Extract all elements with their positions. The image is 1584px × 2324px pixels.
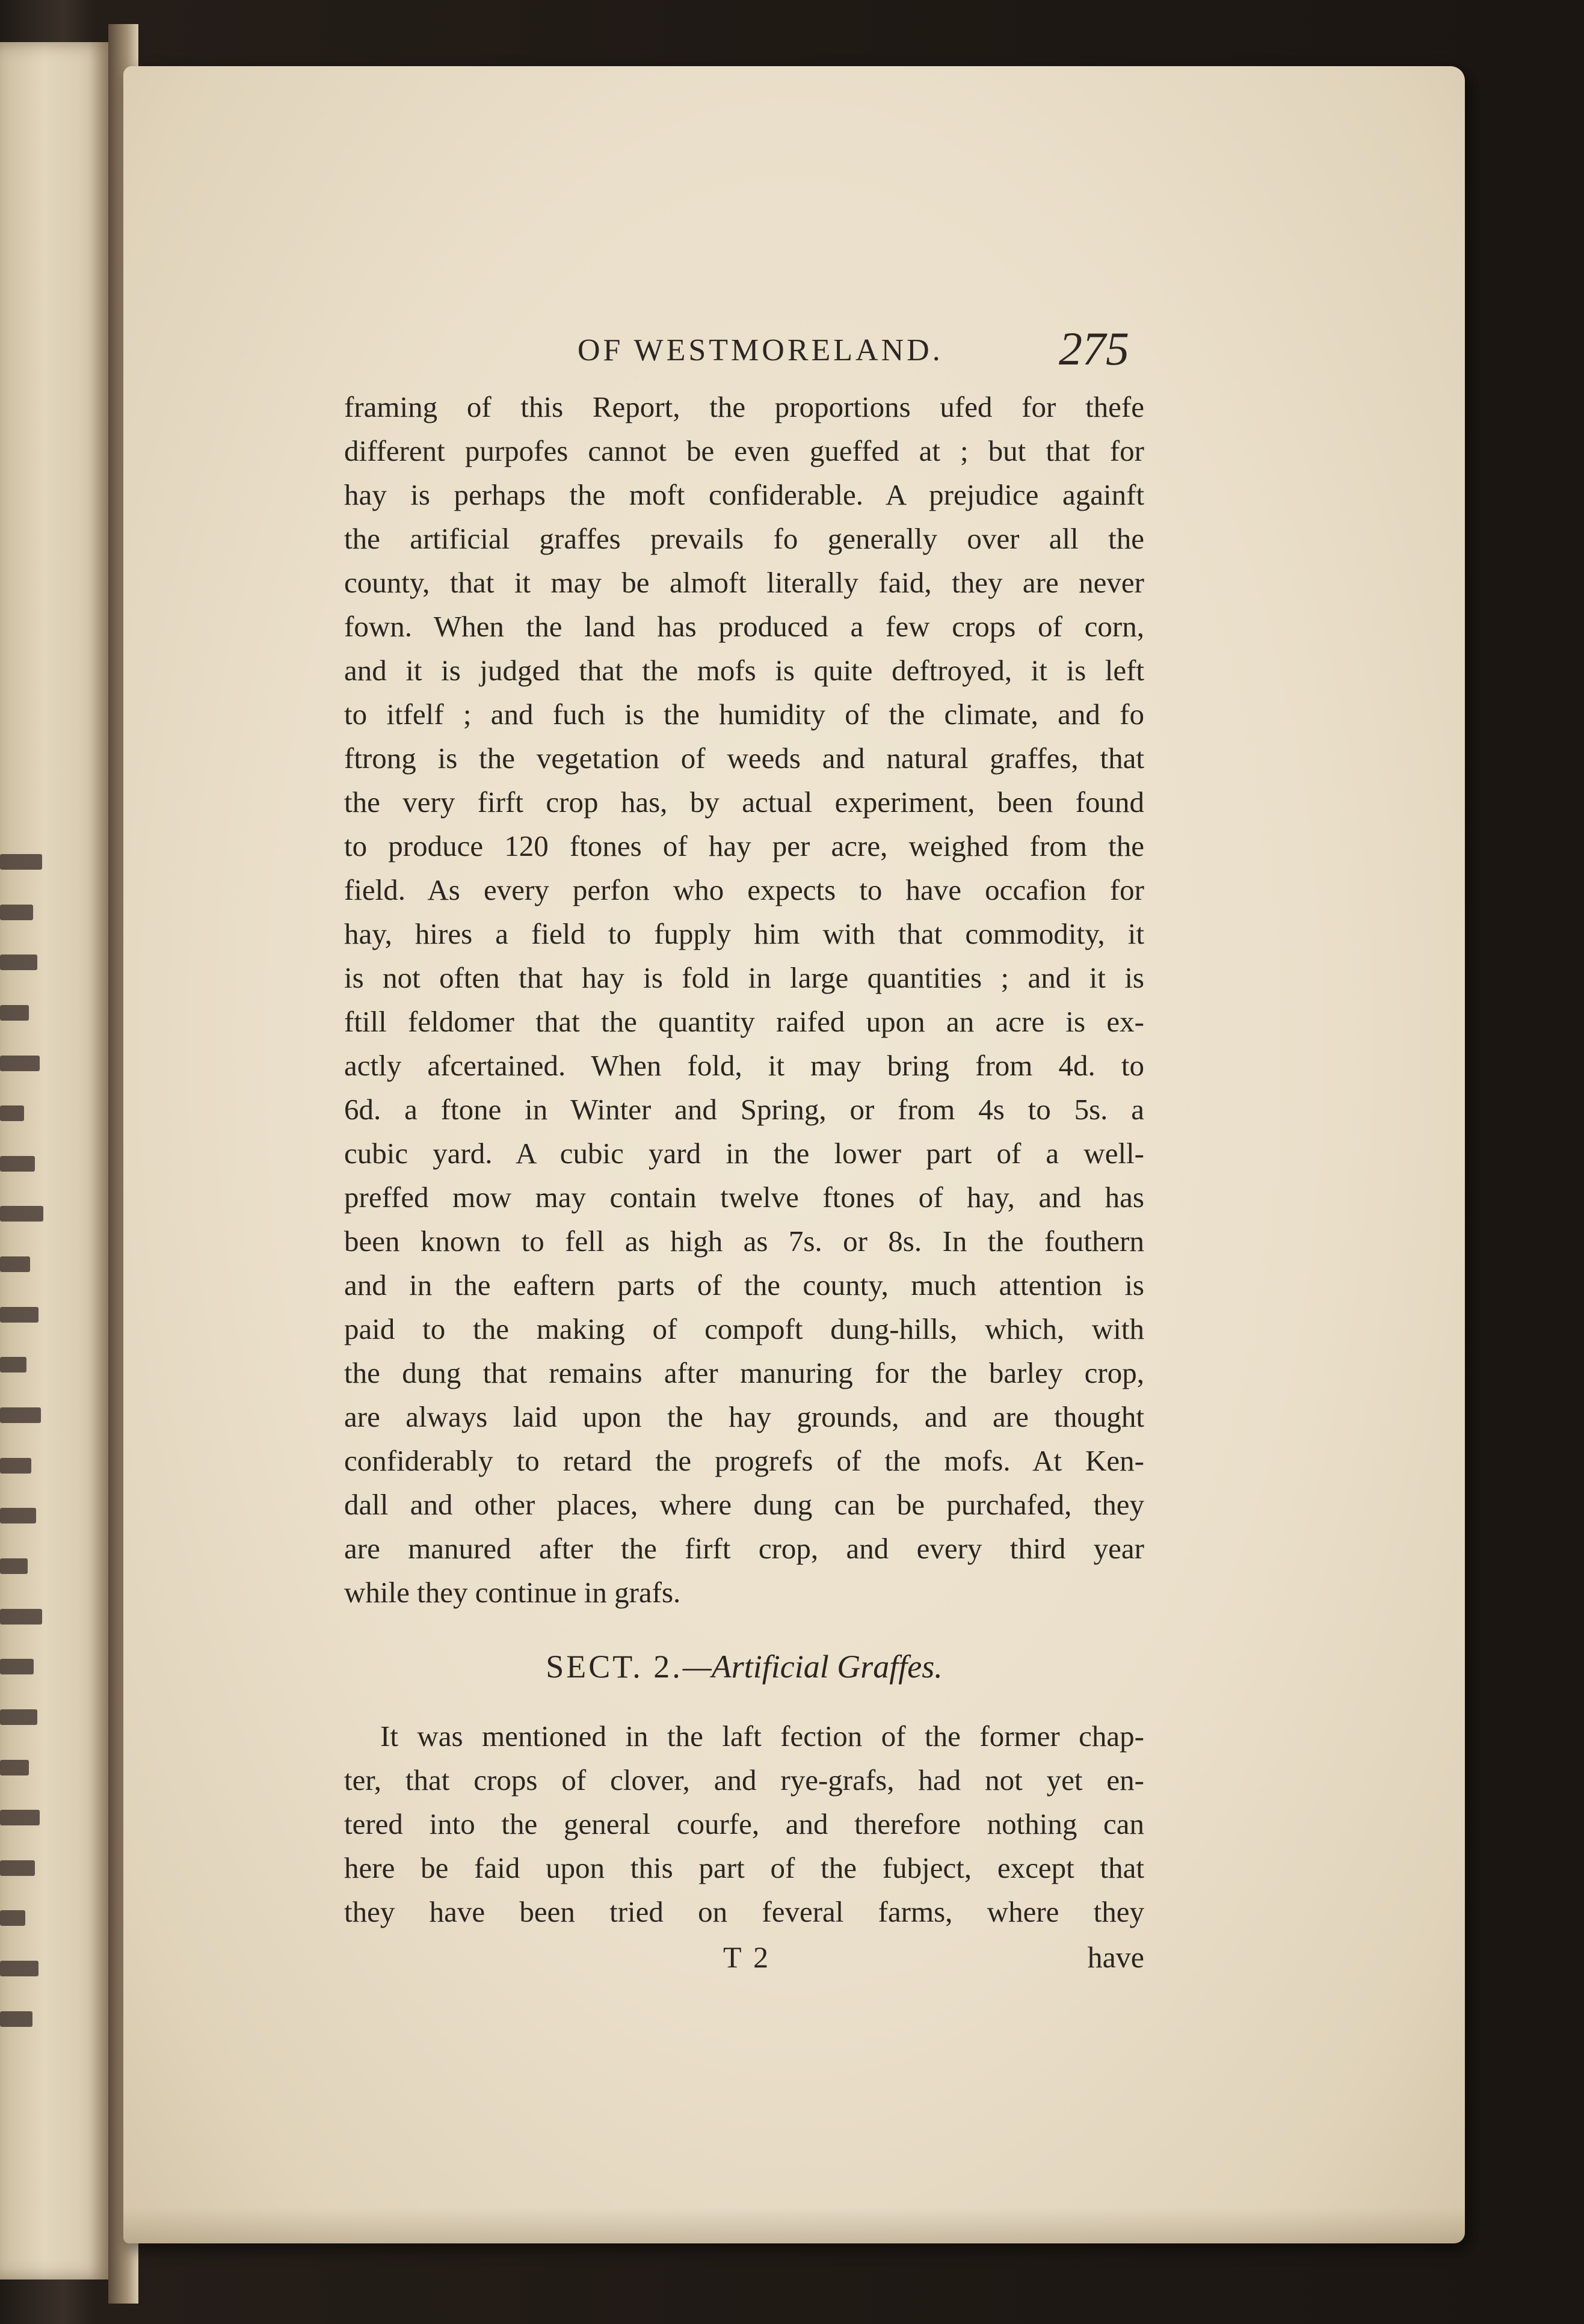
text-line: to produce 120 ftones of hay per acre, weighed from the (344, 829, 1144, 862)
section-title: —Artificial Graffes. (682, 1649, 943, 1685)
text-line: the artificial graffes prevails fo generally over all the (344, 522, 1144, 555)
text-line: are always laid upon the hay grounds, and are thought (344, 1400, 1144, 1433)
text-line: preffed mow may contain twelve ftones of hay, and has (344, 1181, 1144, 1214)
text-line: ftrong is the vegetation of weeds and natural graffes, that (344, 742, 1144, 775)
section-label: SECT. 2. (546, 1649, 683, 1685)
text-line: here be faid upon this part of the fubject, except that (344, 1851, 1144, 1884)
running-head: OF WESTMORELAND. (578, 333, 943, 367)
body-paragraph (344, 385, 1144, 1614)
catchword: have (1087, 1940, 1144, 1974)
text-line: hay, hires a field to fupply him with that commodity, it (344, 917, 1144, 950)
text-line: actly afcertained. When fold, it may bring from 4d. to (344, 1049, 1144, 1082)
text-line: been known to fell as high as 7s. or 8s. In the fouthern (344, 1225, 1144, 1258)
text-line: framing of this Report, the proportions ufed for thefe (344, 390, 1144, 423)
text-line: It was mentioned in the laft fection of the former chap- (380, 1720, 1144, 1753)
text-line: and it is judged that the mofs is quite deftroyed, it is left (344, 654, 1144, 687)
page-footer (344, 1940, 1144, 1985)
text-line: the dung that remains after manuring for the barley crop, (344, 1356, 1144, 1389)
text-line: ftill feldomer that the quantity raifed upon an acre is ex- (344, 1005, 1144, 1038)
text-line: tered into the general courfe, and therefore nothing can (344, 1807, 1144, 1840)
signature-mark: T 2 (723, 1940, 771, 1974)
text-line: paid to the making of compoft dung-hills, which, with (344, 1312, 1144, 1345)
text-line: dall and other places, where dung can be purchafed, they (344, 1488, 1144, 1521)
facing-page-edge (0, 42, 111, 2279)
text-line: confiderably to retard the progrefs of the mofs. At Ken- (344, 1444, 1144, 1477)
text-line: ter, that crops of clover, and rye-grafs, had not yet en- (344, 1763, 1144, 1797)
text-line: while they continue in grafs. (344, 1576, 681, 1609)
facing-page-bleed-marks (0, 854, 60, 2027)
section-heading (344, 1648, 1144, 1685)
text-line: are manured after the firft crop, and every third year (344, 1532, 1144, 1565)
text-line: and in the eaftern parts of the county, much attention is (344, 1268, 1144, 1302)
text-line: 6d. a ftone in Winter and Spring, or from 4s to 5s. a (344, 1093, 1144, 1126)
text-line: cubic yard. A cubic yard in the lower part of a well- (344, 1137, 1144, 1170)
text-line: the very firft crop has, by actual experiment, been found (344, 785, 1144, 819)
section-paragraph (344, 1714, 1144, 1934)
text-line: to itfelf ; and fuch is the humidity of the climate, and fo (344, 698, 1144, 731)
page-number: 275 (1059, 322, 1129, 375)
text-line: different purpofes cannot be even gueffed at ; but that for (344, 434, 1144, 467)
text-line: is not often that hay is fold in large quantities ; and it is (344, 961, 1144, 994)
text-line: fown. When the land has produced a few crops of corn, (344, 610, 1144, 643)
page-header (578, 322, 1155, 376)
text-line: county, that it may be almoft literally faid, they are never (344, 566, 1144, 599)
text-line: field. As every perfon who expects to have occafion for (344, 873, 1144, 906)
text-line: hay is perhaps the moft confiderable. A prejudice againft (344, 478, 1144, 511)
text-line: they have been tried on feveral farms, where they (344, 1895, 1144, 1928)
